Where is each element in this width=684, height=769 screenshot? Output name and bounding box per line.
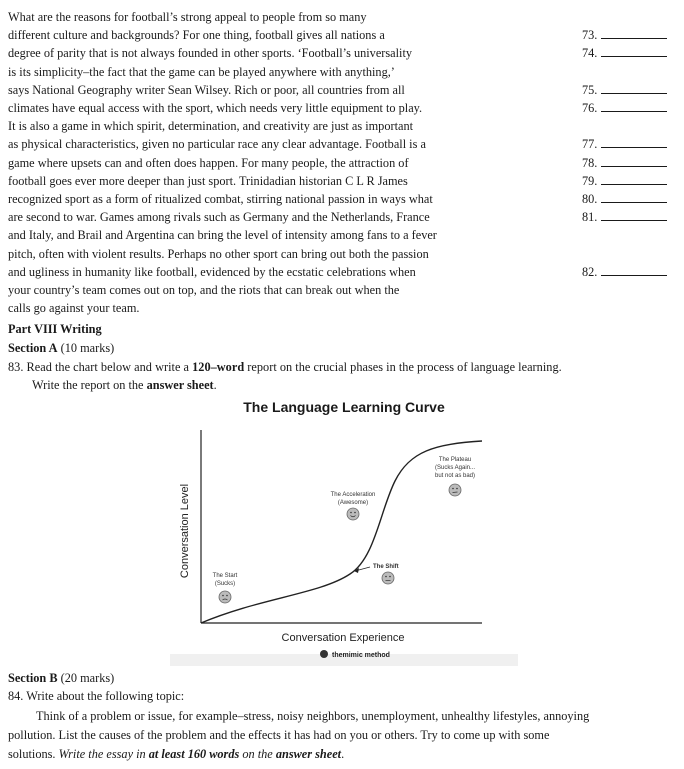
answer-blank[interactable] [582,172,667,190]
passage-line: climates have equal access with the sport, which needs very little equipment to play. [8,101,423,115]
meh-face-icon [449,484,461,496]
passage-line: and Italy, and Brail and Argentina can bring the level of intensity among fans to a fever [8,228,437,242]
answer-number: 81. [582,210,598,224]
answer-number: 76. [582,101,598,115]
answer-number: 77. [582,137,598,151]
section-a-label: Section A [8,341,58,355]
section-b-body-2: pollution. List the causes of the problem and the effects it has had on you or others. Try to come up with some [8,728,550,742]
question-84: 84. Write about the following topic: [8,689,185,703]
b3-a: solutions. [8,747,59,761]
annotation-start-label: The Start [212,573,238,579]
blank-line[interactable] [601,82,667,94]
section-b-marks: (20 marks) [60,671,115,685]
logo-text: themimic method [332,652,390,659]
passage-line: are second to war. Games among rivals such as Germany and the Netherlands, France [8,210,430,224]
passage-line: game where upsets can and often does happen. For many people, the attraction of [8,156,409,170]
blank-line[interactable] [601,264,667,276]
blank-line[interactable] [601,173,667,185]
q83-text-c: report on the crucial phases in the process of language learning. [244,360,562,374]
q83-text-a: 83. Read the chart below and write a [8,360,193,374]
passage-line: as physical characteristics, given no particular race any clear advantage. Football is a [8,137,426,151]
blank-line[interactable] [601,45,667,57]
answer-blank[interactable] [582,99,667,117]
language-learning-chart [170,396,518,666]
answer-number: 82. [582,265,598,279]
part-heading: Part VIII Writing [8,322,102,336]
section-b-heading [8,669,114,687]
passage-line: says National Geography writer Sean Wilsey. Rich or poor, all countries from all [8,83,405,97]
chart-svg [170,396,518,666]
annotation-acceleration-label: The Acceleration [330,492,376,498]
blank-line[interactable] [601,155,667,167]
q83-period: . [213,378,217,392]
chart-title: The Language Learning Curve [243,399,445,415]
passage-line: It is also a game in which spirit, determination, and creativity are just as important [8,119,414,133]
answer-number: 78. [582,156,598,170]
annotation-start-sub: (Sucks) [214,581,236,587]
question-83-instruction [32,376,217,394]
passage-line: calls go against your team. [8,301,140,315]
neutral-face-icon [382,572,394,584]
blank-line[interactable] [601,136,667,148]
section-a-marks: (10 marks) [60,341,115,355]
q83-answer-sheet: answer sheet [146,378,214,392]
b3-period: . [341,747,345,761]
annotation-plateau-sub1: (Sucks Again... [434,465,476,471]
answer-blank[interactable] [582,154,667,172]
answer-number: 75. [582,83,598,97]
answer-number: 80. [582,192,598,206]
annotation-shift-label: The Shift [373,564,399,570]
question-83 [8,358,562,376]
q83-text-d: Write the report on the [32,378,147,392]
b3-d: on the [239,747,276,761]
answer-blank[interactable] [582,263,667,281]
passage-line: degree of parity that is not always founded in other sports. ‘Football’s universality [8,46,413,60]
section-b-body-3 [8,745,344,763]
answer-blank[interactable] [582,190,667,208]
passage-line: What are the reasons for football’s strong appeal to people from so many [8,10,367,24]
answer-blank[interactable] [582,26,667,44]
x-axis-label: Conversation Experience [281,632,405,644]
annotation-plateau-label: The Plateau [438,457,472,463]
b3-word-count: at least 160 words [148,747,240,761]
annotation-acceleration-sub: (Awesome) [337,500,369,506]
blank-line[interactable] [601,100,667,112]
answer-blank[interactable] [582,81,667,99]
answer-blank[interactable] [582,208,667,226]
blank-line[interactable] [601,209,667,221]
section-a-heading [8,339,114,357]
y-axis-label: Conversation Level [179,483,191,579]
answer-number: 73. [582,28,598,42]
section-b-label: Section B [8,671,58,685]
annotation-plateau-sub2: but not as bad) [434,473,476,479]
happy-face-icon [347,508,359,520]
passage-line: your country’s team comes out on top, and the riots that can break out when the [8,283,400,297]
blank-line[interactable] [601,27,667,39]
passage-line: football goes ever more deeper than just sport. Trinidadian historian C L R James [8,174,408,188]
b3-b: Write the essay in [58,747,149,761]
answer-number: 74. [582,46,598,60]
passage-line: different culture and backgrounds? For one thing, football gives all nations a [8,28,385,42]
blank-line[interactable] [601,191,667,203]
answer-blank[interactable] [582,135,667,153]
answer-number: 79. [582,174,598,188]
passage-line: recognized sport as a form of ritualized combat, stirring national passion in ways what [8,192,433,206]
q83-word-count: 120–word [192,360,245,374]
b3-answer-sheet: answer sheet [275,747,342,761]
section-b-body-1: Think of a problem or issue, for example–stress, noisy neighbors, unemployment, unhealthy lifestyles, annoying [36,709,590,723]
passage-line: is its simplicity–the fact that the game can be played anywhere with anything,’ [8,65,395,79]
answer-blank[interactable] [582,44,667,62]
passage-line: pitch, often with violent results. Perhaps no other sport can bring out both the passion [8,247,429,261]
passage-line: and ugliness in humanity like football, evidenced by the ecstatic celebrations when [8,265,416,279]
sad-face-icon [219,591,231,603]
